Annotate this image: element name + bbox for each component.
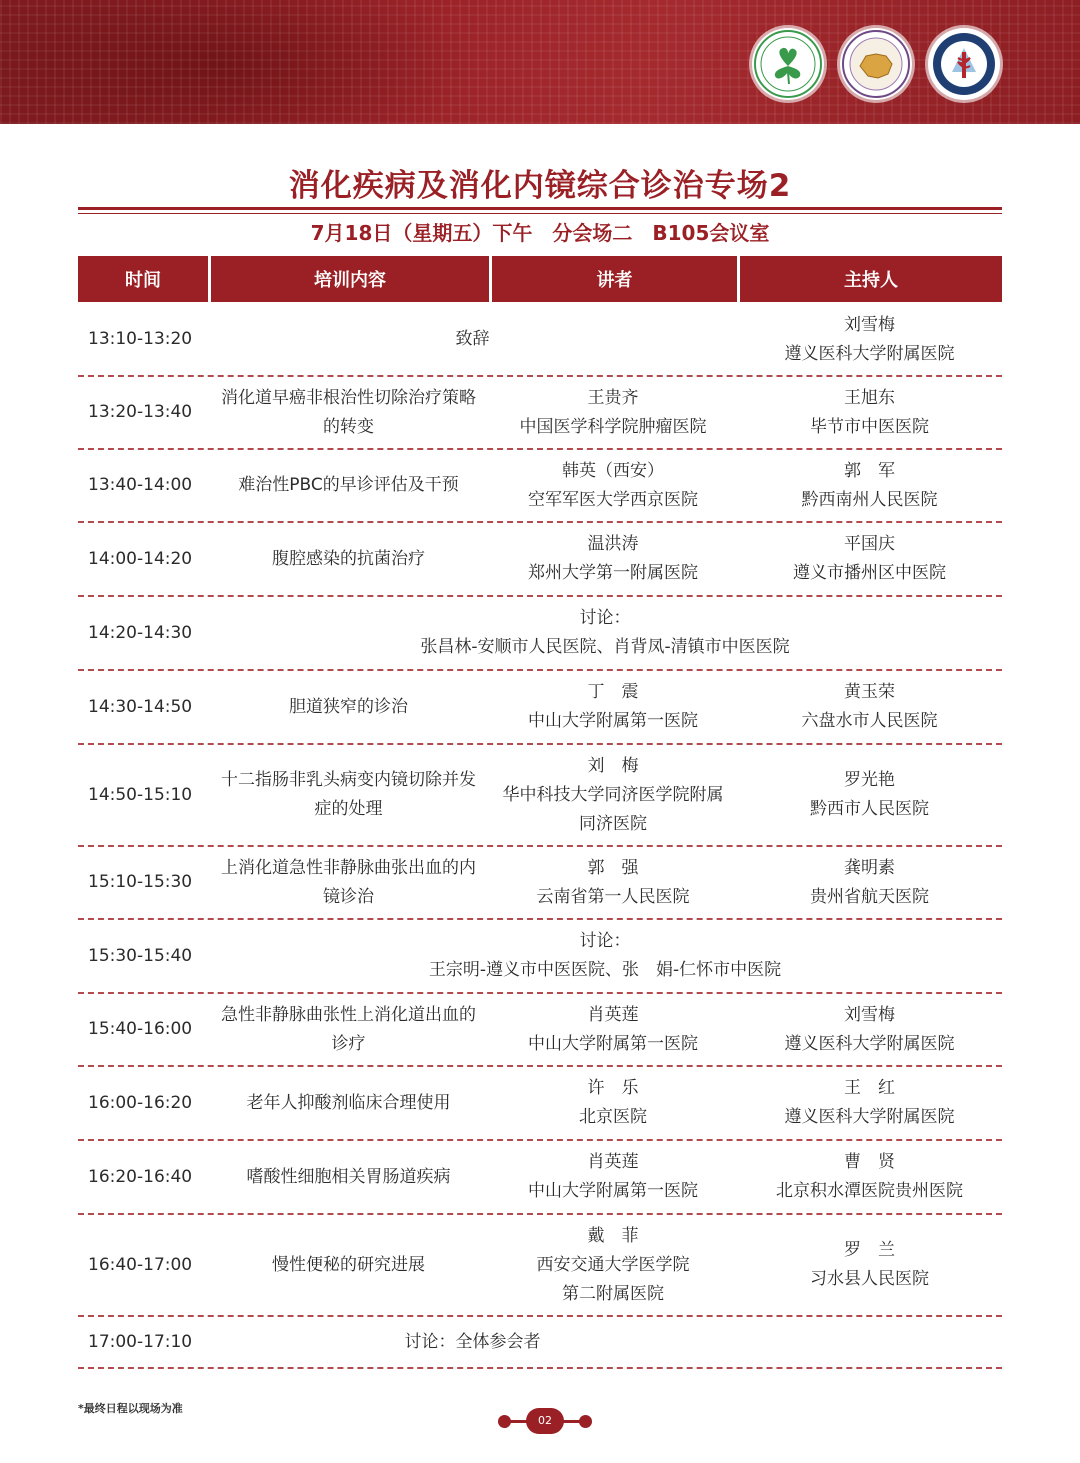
row-time: 16:00-16:20 [88,1092,193,1113]
row-time: 15:40-16:00 [88,1019,193,1039]
speaker-org: 空军军医大学西京医院 [528,489,698,510]
speaker-org: 中国医学科学院肿瘤医院 [519,416,707,437]
discussion-label: 讨论： [579,931,631,951]
row-topic: 腹腔感染的抗菌治疗 [272,548,425,569]
discussion-detail: 王宗明-遵义市中医医院、张 娟-仁怀市中医院 [428,960,782,980]
table-row [78,745,1002,847]
row-speaker [489,1001,737,1059]
row-time: 14:30-14:50 [88,696,193,717]
row-topic: 急性非静脉曲张性上消化道出血的诊疗 [221,1004,476,1054]
row-time: 13:20-13:40 [88,402,193,422]
row-speaker [489,530,737,588]
speaker-org: 云南省第一人民医院 [536,886,690,907]
row-topic: 消化道早癌非根治性切除治疗策略的转变 [221,387,476,437]
page-indicator-dot-left [498,1415,511,1428]
row-speaker [489,1074,737,1132]
clover-logo-icon [752,28,824,100]
speaker-name: 许 乐 [587,1078,639,1098]
host-org: 黔西市人民医院 [810,799,929,819]
row-time: 17:00-17:10 [88,1331,193,1352]
footnote: *最终日程以现场为准 [78,1402,183,1415]
row-time: 14:00-14:20 [88,548,193,569]
session-subtitle: 7月18日（星期五）下午 分会场二 B105会议室 [310,221,770,245]
table-row [78,450,1002,523]
row-topic: 致辞 [455,329,490,349]
speaker-org: 西安交通大学医学院第二附属医院 [536,1254,690,1304]
speaker-name: 刘 梅 [587,755,639,776]
row-time: 13:40-14:00 [88,475,193,495]
row-time: 16:40-17:00 [88,1254,193,1275]
speaker-org: 北京医院 [579,1107,647,1127]
discussion-detail: 张昌林-安顺市人民医院、肖背凤-清镇市中医医院 [420,637,790,657]
host-name: 龚明素 [844,857,895,878]
speaker-org: 华中科技大学同济医学院附属同济医院 [502,784,724,834]
row-discussion [208,604,1002,662]
host-name: 王旭东 [844,387,895,408]
page-number: 02 [526,1408,564,1434]
row-host [737,766,1002,824]
row-topic: 上消化道急性非静脉曲张出血的内镜诊治 [221,857,476,907]
host-name: 黄玉荣 [844,682,895,702]
host-org: 北京积水潭医院贵州医院 [776,1181,963,1201]
row-topic: 慢性便秘的研究进展 [272,1254,425,1275]
host-org: 习水县人民医院 [810,1269,929,1289]
speaker-name: 肖英莲 [587,1004,639,1025]
table-row [78,847,1002,920]
row-time: 15:30-15:40 [88,945,193,966]
header-time: 时间 [78,256,208,302]
row-speaker [489,1222,737,1309]
table-row [78,523,1002,597]
discussion-label: 讨论： [579,608,631,628]
row-time: 13:10-13:20 [88,329,193,349]
host-org: 遵义医科大学附属医院 [784,1107,955,1127]
host-name: 平国庆 [844,534,895,554]
row-speaker [489,678,737,736]
table-row [78,1141,1002,1215]
host-name: 曹 贤 [844,1152,895,1172]
host-name: 罗光艳 [844,770,895,790]
row-time: 15:10-15:30 [88,872,193,892]
header-banner [0,0,1080,124]
host-org: 毕节市中医医院 [810,416,929,437]
speaker-name: 郭 强 [587,857,639,878]
table-row [78,597,1002,671]
table-row [78,1215,1002,1317]
host-org: 遵义医科大学附属医院 [784,343,955,364]
host-org: 黔西南州人民医院 [801,489,938,510]
page-title: 消化疾病及消化内镜综合诊治专场2 [288,168,792,204]
speaker-org: 中山大学附属第一医院 [528,1181,698,1201]
row-speaker [489,384,737,442]
host-name: 刘雪梅 [844,1004,895,1025]
row-speaker [489,854,737,912]
row-topic: 老年人抑酸剂临床合理使用 [246,1092,451,1113]
row-time: 16:20-16:40 [88,1166,193,1187]
row-speaker [489,752,737,839]
row-topic: 胆道狭窄的诊治 [289,696,408,717]
title-divider-thin [78,213,1002,214]
row-time: 14:50-15:10 [88,784,193,805]
row-topic: 难治性PBC的早诊评估及干预 [238,475,459,495]
table-row [78,1067,1002,1141]
table-row [78,671,1002,745]
speaker-name: 丁 震 [587,682,639,702]
speaker-name: 王贵齐 [587,387,639,408]
row-host [737,384,1002,442]
row-host [737,1001,1002,1059]
host-name: 郭 军 [844,460,895,481]
row-discussion: 讨论：全体参会者 [404,1331,541,1352]
speaker-name: 韩英（西安） [562,460,664,481]
row-topic: 嗜酸性细胞相关胃肠道疾病 [246,1166,451,1187]
table-row [78,304,1002,377]
speaker-org: 郑州大学第一附属医院 [528,563,698,583]
host-org: 六盘水市人民医院 [801,711,938,731]
row-host [737,854,1002,912]
page-indicator [500,1408,590,1434]
table-row [78,1317,1002,1369]
row-speaker [489,457,737,515]
table-row [78,994,1002,1067]
speaker-name: 温洪涛 [587,534,639,554]
title-divider [78,207,1002,210]
table-row [78,920,1002,994]
page-indicator-dot-right [579,1415,592,1428]
row-host [737,1236,1002,1294]
speaker-name: 肖英莲 [587,1152,639,1172]
guizhou-map-logo-icon [840,28,912,100]
row-host [737,530,1002,588]
row-host [737,1148,1002,1206]
header-speaker: 讲者 [492,256,737,302]
row-host [737,1074,1002,1132]
header-host: 主持人 [740,256,1002,302]
speaker-org: 中山大学附属第一医院 [528,1033,698,1054]
host-org: 遵义市播州区中医院 [793,563,946,583]
medical-staff-logo-icon [928,28,1000,100]
row-host [737,311,1002,369]
host-name: 王 红 [844,1078,895,1098]
row-discussion [208,927,1002,985]
row-speaker [489,1148,737,1206]
row-topic: 十二指肠非乳头病变内镜切除并发症的处理 [221,770,476,819]
row-host [737,457,1002,515]
host-name: 罗 兰 [844,1240,895,1260]
speaker-name: 戴 菲 [587,1225,639,1246]
row-host [737,678,1002,736]
table-header [78,256,1002,302]
speaker-org: 中山大学附属第一医院 [528,711,698,731]
host-name: 刘雪梅 [844,314,895,335]
table-row [78,377,1002,450]
host-org: 贵州省航天医院 [810,886,929,907]
header-topic: 培训内容 [211,256,489,302]
host-org: 遵义医科大学附属医院 [784,1033,955,1054]
row-time: 14:20-14:30 [88,622,193,643]
